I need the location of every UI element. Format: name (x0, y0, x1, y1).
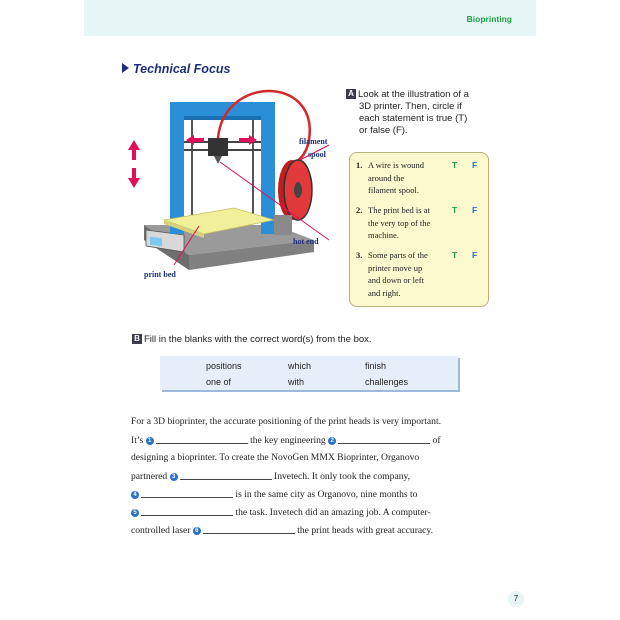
page-number: 7 (508, 591, 524, 607)
blank-number-icon: 1 (146, 437, 154, 445)
paragraph-line: controlled laser 6 the print heads with great accuracy. (131, 525, 433, 536)
true-option[interactable]: T (452, 160, 458, 170)
spool-label: spool (308, 150, 326, 159)
paragraph-line: partnered 3 Invetech. It only took the company, (131, 471, 411, 482)
word-option: challenges (365, 377, 409, 387)
printer-illustration (124, 80, 344, 290)
word-option: which (288, 361, 312, 371)
down-arrow-icon (128, 168, 140, 188)
word-option: finish (365, 361, 387, 371)
paragraph-line: 5 the task. Invetech did an amazing job. A computer- (131, 506, 431, 518)
paragraph-line: For a 3D bioprinter, the accurate positioning of the print heads is very important. (131, 416, 442, 427)
filament-label: filament (299, 137, 328, 146)
paragraph-line: 4 is in the same city as Organovo, nine months to (131, 488, 417, 500)
word-box (160, 356, 458, 390)
print-bed-label: print bed (144, 270, 176, 279)
blank-number-icon: 2 (328, 437, 336, 445)
chapter-title: Bioprinting (466, 14, 512, 24)
workbook-page (84, 0, 536, 620)
answer-blank[interactable] (180, 470, 272, 480)
blank-number-icon: 5 (131, 509, 139, 517)
up-arrow-icon (128, 140, 140, 160)
part-a-instruction: A Look at the illustration of a 3D printer. Then, circle if each statement is true (T) or false (F). (346, 89, 516, 137)
false-option[interactable]: F (472, 205, 478, 215)
answer-blank[interactable] (338, 434, 430, 444)
section-heading (122, 62, 230, 76)
hot-end-label: hot end (293, 237, 319, 246)
blank-number-icon: 4 (131, 491, 139, 499)
part-b-badge: B (132, 334, 142, 344)
true-option[interactable]: T (452, 250, 458, 260)
word-option: positions (206, 361, 242, 371)
answer-blank[interactable] (203, 524, 295, 534)
true-false-box: 1. A wire is wound around the filament spool. T F 2. The print bed is at the very top of the machine. T F 3. Some parts of the printer move up and down or left and right. T F (349, 152, 489, 307)
answer-blank[interactable] (141, 488, 233, 498)
part-b-instruction: B Fill in the blanks with the correct word(s) from the box. (132, 334, 372, 345)
false-option[interactable]: F (472, 160, 478, 170)
part-a-badge: A (346, 89, 356, 99)
word-option: one of (206, 377, 232, 387)
paragraph-line: It’s 1 the key engineering 2 of (131, 435, 441, 446)
blank-number-icon: 6 (193, 527, 201, 535)
false-option[interactable]: F (472, 250, 478, 260)
answer-blank[interactable] (156, 434, 248, 444)
blank-number-icon: 3 (170, 473, 178, 481)
answer-blank[interactable] (141, 506, 233, 516)
triangle-bullet-icon (122, 63, 129, 73)
true-option[interactable]: T (452, 205, 458, 215)
section-title: Technical Focus (133, 62, 231, 76)
header-band (84, 0, 536, 36)
word-option: with (288, 377, 305, 387)
paragraph-line: designing a bioprinter. To create the NovoGen MMX Bioprinter, Organovo (131, 452, 420, 463)
